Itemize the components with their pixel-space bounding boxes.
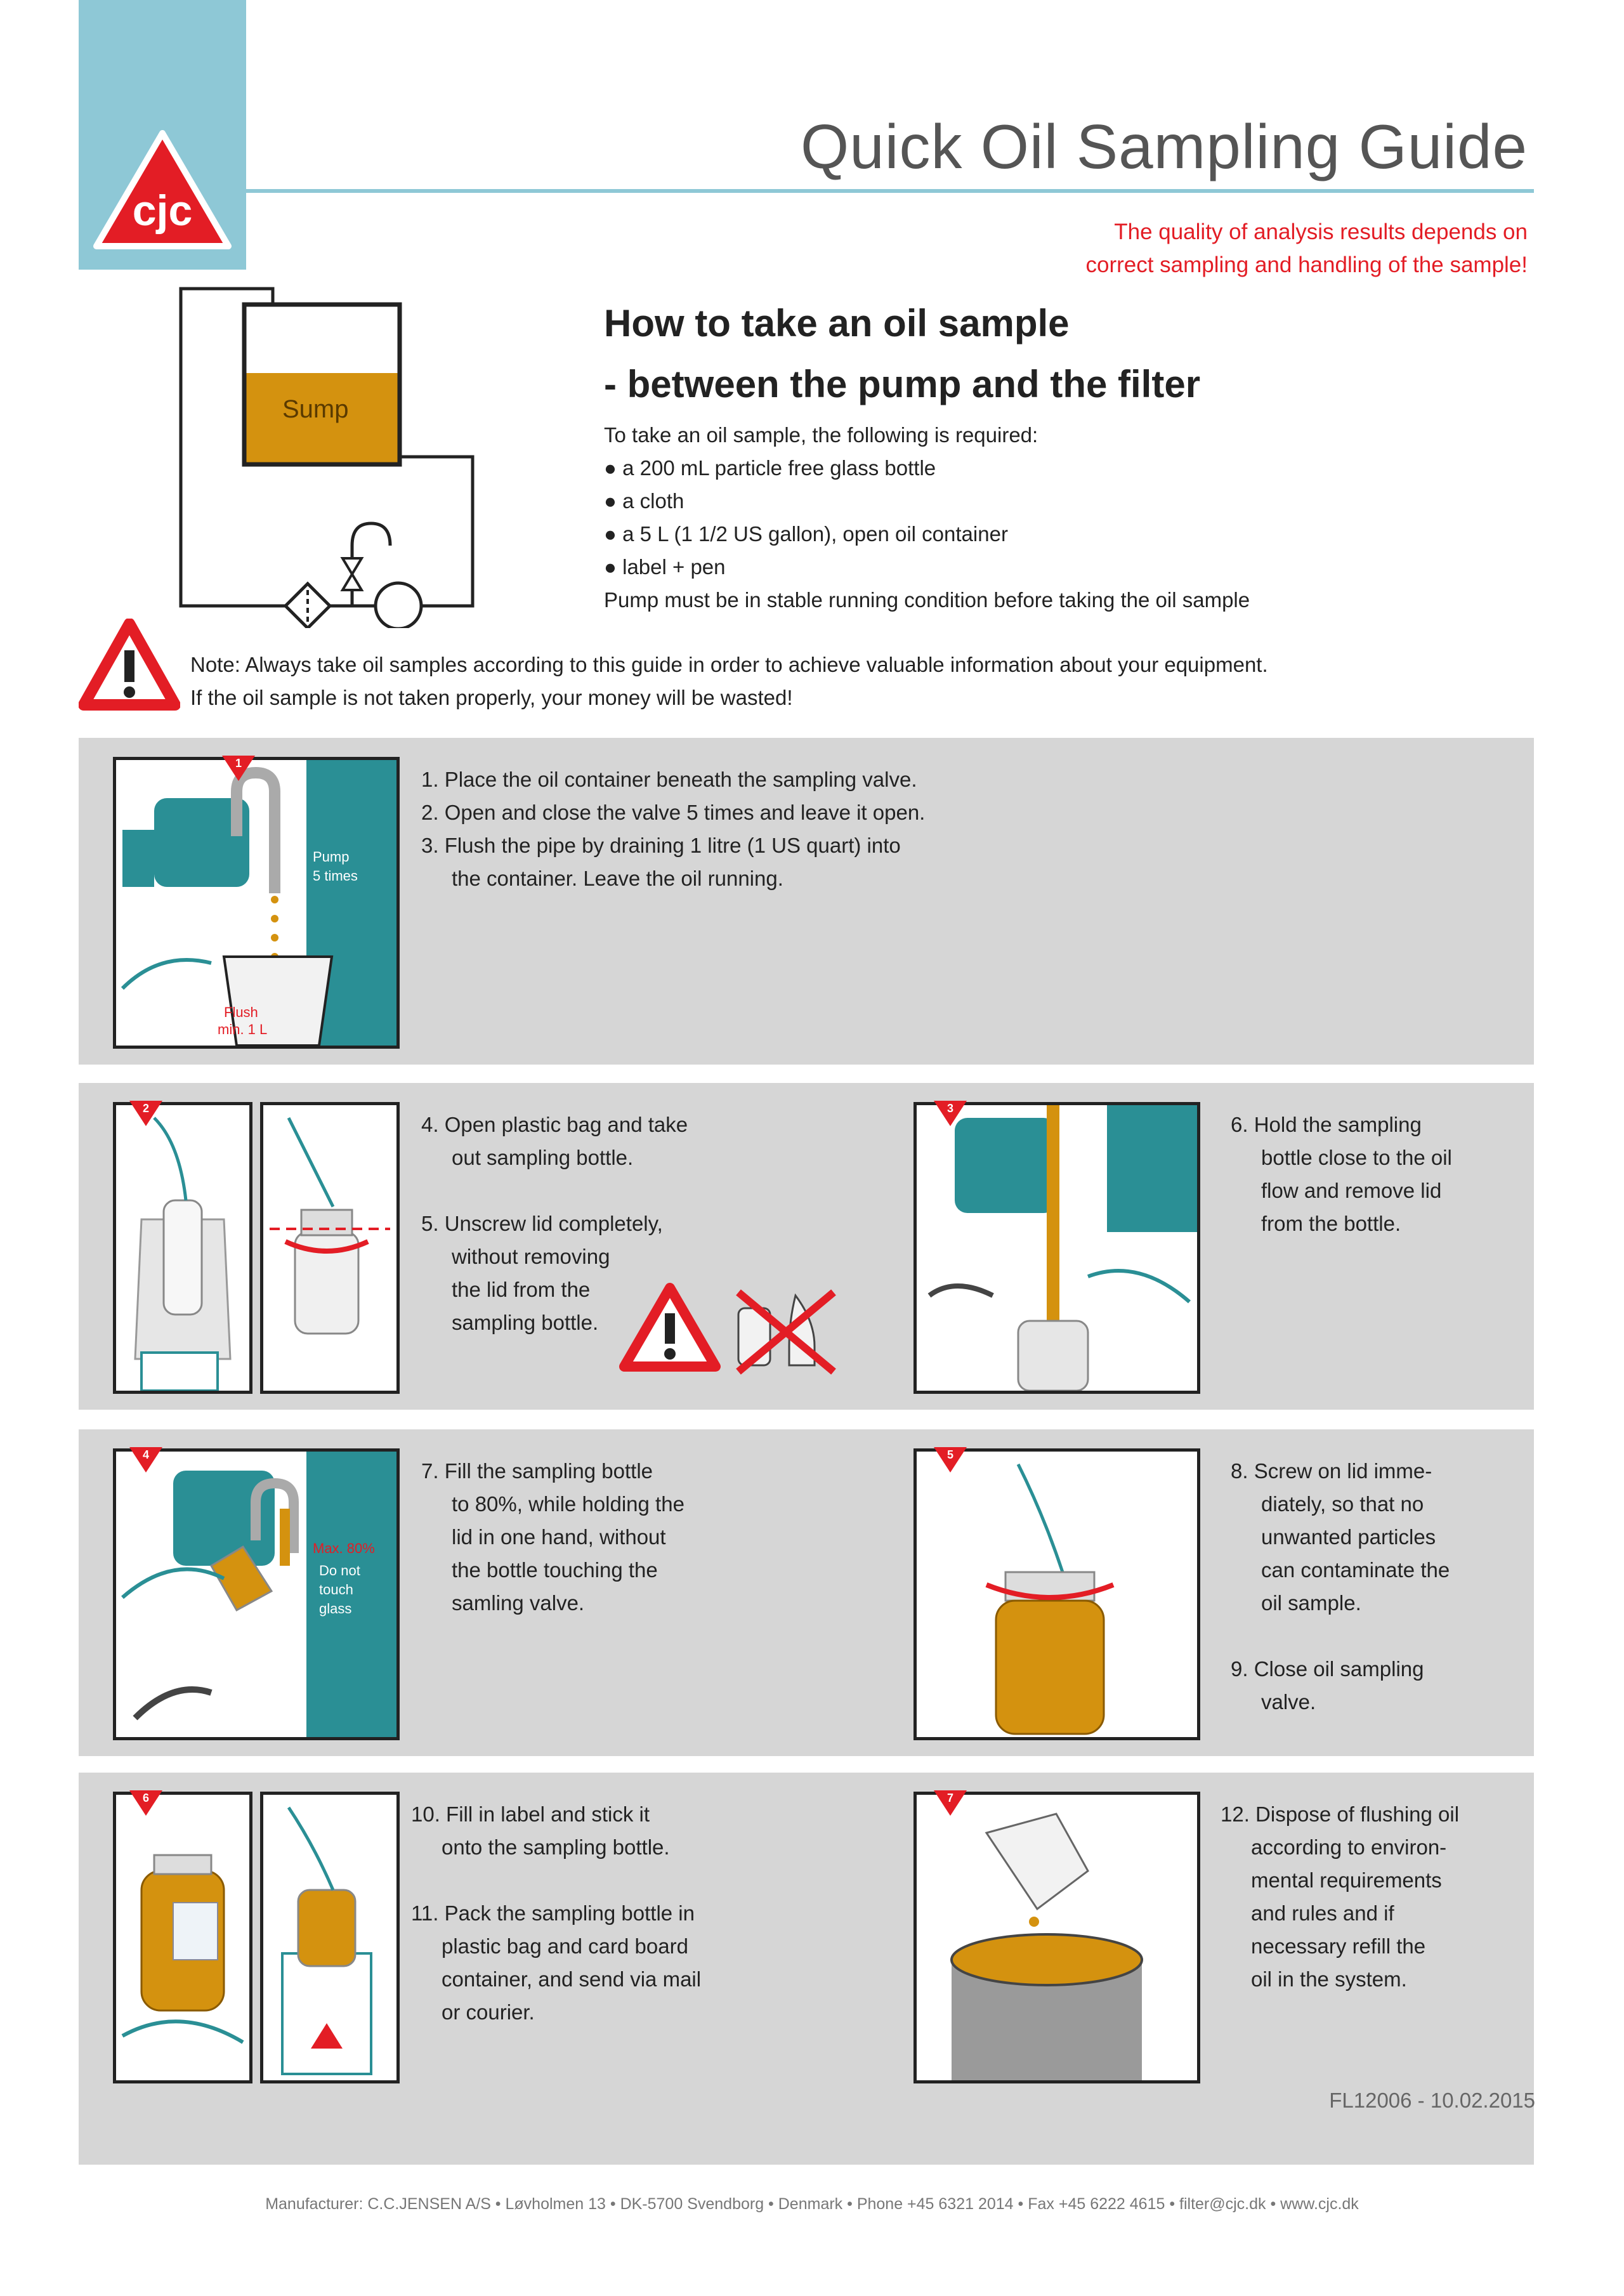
do-not-touch-icon [726,1283,846,1378]
title-divider [246,189,1534,193]
svg-text:Do not: Do not [319,1563,360,1578]
requirement-item: ● a cloth [604,489,684,513]
step-badge: 1 [222,756,255,781]
svg-text:5 times: 5 times [313,868,358,884]
page-title: Quick Oil Sampling Guide [800,112,1528,181]
step-12-text: 12. Dispose of flushing oil according to environ- mental requirements and rules and if necessary refill the oil in the system. [1221,1802,1460,1991]
step-4-text: 4. Open plastic bag and take out sampling bottle. [421,1113,688,1169]
step-1-illustration [113,757,400,1049]
requirement-item: ● a 200 mL particle free glass bottle [604,456,936,480]
step-panel-1 [79,738,1534,1065]
svg-text:Pump: Pump [313,849,350,865]
step-badge: 5 [934,1447,967,1473]
svg-text:Flush: Flush [224,1004,258,1020]
svg-text:touch: touch [319,1582,353,1597]
step-badge: 6 [129,1790,162,1816]
step-11-illustration [260,1792,400,2083]
step-7-text: 7. Fill the sampling bottle to 80%, while holding the lid in one hand, without the bottle touching the samling valve. [421,1459,684,1615]
step-panel-4 [79,1773,1534,2165]
step-12-illustration [914,1792,1200,2083]
step-4-illustration [113,1102,252,1394]
sump-label: Sump [282,395,349,423]
requirement-item: ● a 5 L (1 1/2 US gallon), open oil container [604,522,1008,546]
requirement-item: ● label + pen [604,555,726,579]
step-6-illustration [914,1102,1200,1394]
warning-icon [619,1283,721,1372]
step-1-3-text: 1. Place the oil container beneath the sampling valve. 2. Open and close the valve 5 times and leave it open. 3. Flush the pipe by draining 1 litre (1 US quart) into the container. Leave the oil running. [421,768,926,890]
step-5-illustration [260,1102,400,1394]
step-11-text: 11. Pack the sampling bottle in plastic bag and card board container, and send via mail or courier. [411,1901,702,2024]
step-badge: 4 [129,1447,162,1473]
svg-text:min. 1 L: min. 1 L [218,1021,268,1037]
step-badge: 2 [129,1101,162,1126]
step-panel-2 [79,1083,1534,1410]
svg-text:Max. 80%: Max. 80% [313,1540,375,1556]
manufacturer-footer: Manufacturer: C.C.JENSEN A/S • Løvholmen 13 • DK-5700 Svendborg • Denmark • Phone +45 6321 2014 • Fax +45 6222 4615 • filter@cjc.dk • www.cjc.dk [265,2195,1359,2213]
svg-text:glass: glass [319,1601,352,1617]
step-7-illustration [113,1448,400,1740]
warning-icon [79,619,180,711]
step-8-text: 8. Screw on lid imme- diately, so that no unwanted particles can contaminate the oil sample. [1231,1459,1450,1615]
note-text: Note: Always take oil samples according to this guide in order to achieve valuable information about your equipment. If the oil sample is not taken properly, your money will be wasted! [190,653,1268,709]
step-8-illustration [914,1448,1200,1740]
step-6-text: 6. Hold the sampling bottle close to the oil flow and remove lid from the bottle. [1231,1113,1452,1235]
step-9-text: 9. Close oil sampling valve. [1231,1657,1424,1714]
step-badge: 3 [934,1101,967,1126]
step-10-illustration [113,1792,252,2083]
requirements-list: To take an oil sample, the following is required: ● a 200 mL particle free glass bottle ● a cloth ● a 5 L (1 1/2 US gallon), open oil container ● label + pen Pump must be in stable running condition before taking the oil sample [604,423,1250,612]
step-5-text: 5. Unscrew lid completely, without removing the lid from the sampling bottle. [421,1212,663,1334]
svg-text:cjc: cjc [132,187,193,235]
quality-warning: The quality of analysis results depends on correct sampling and handling of the sample! [1085,220,1528,277]
step-panel-3 [79,1429,1534,1756]
logo-banner [79,0,246,270]
cjc-logo [79,0,246,270]
document-code: FL12006 - 10.02.2015 [1329,2089,1535,2112]
step-10-text: 10. Fill in label and stick it onto the sampling bottle. [411,1802,670,1859]
sump-schematic [171,279,488,628]
step-badge: 7 [934,1790,967,1816]
howto-heading: How to take an oil sample - between the pump and the filter [604,302,1201,405]
